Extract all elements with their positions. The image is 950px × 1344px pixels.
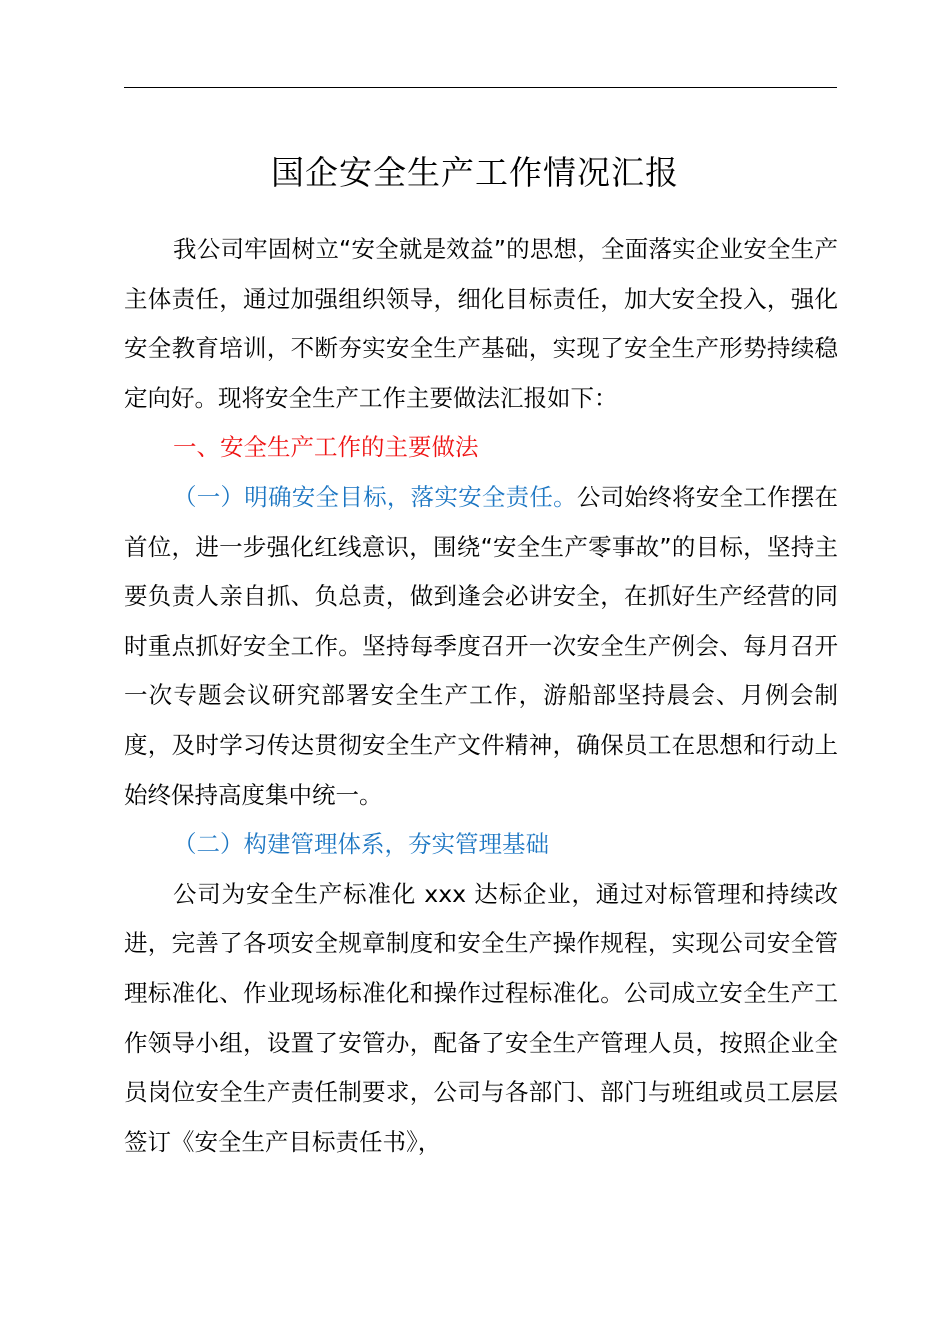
intro-paragraph: 我公司牢固树立“安全就是效益”的思想，全面落实企业安全生产主体责任，通过加强组织领导，细化目标责任，加大安全投入，强化安全教育培训，不断夯实安全生产基础，实现了安全生产形势持续稳定向好。现将安全生产工作主要做法汇报如下： (124, 235, 838, 412)
subsection-2-paragraph: 公司为安全生产标准化 xxx 达标企业，通过对标管理和持续改进，完善了各项安全规章制度和安全生产操作规程，实现公司安全管理标准化、作业现场标准化和操作过程标准化。公司成立安全生产工作领导小组，设置了安管办，配备了安全生产管理人员，按照企业全员岗位安全生产责任制要求，公司与各部门、部门与班组或员工层层签订《安全生产目标责任书》， (124, 879, 838, 1156)
section-heading-1: 一、安全生产工作的主要做法 (173, 433, 479, 462)
subsection-heading-1: （一）明确安全目标，落实安全责任。 (173, 482, 577, 511)
header-rule (124, 87, 837, 88)
document-title: 国企安全生产工作情况汇报 (271, 153, 679, 192)
subsection-1-paragraph (124, 473, 838, 820)
document-body (124, 225, 838, 1167)
subsection-heading-2: （二）构建管理体系，夯实管理基础 (173, 830, 549, 859)
subsection-1-text: 公司始终将安全工作摆在首位，进一步强化红线意识，围绕“安全生产零事故”的目标，坚持主要负责人亲自抓、负总责，做到逢会必讲安全，在抓好生产经营的同时重点抓好安全工作。坚持每季度召开一次安全生产例会、每月召开一次专题会议研究部署安全生产工作，游船部坚持晨会、月例会制度，及时学习传达贯彻安全生产文件精神，确保员工在思想和行动上始终保持高度集中统一。 (124, 482, 839, 809)
